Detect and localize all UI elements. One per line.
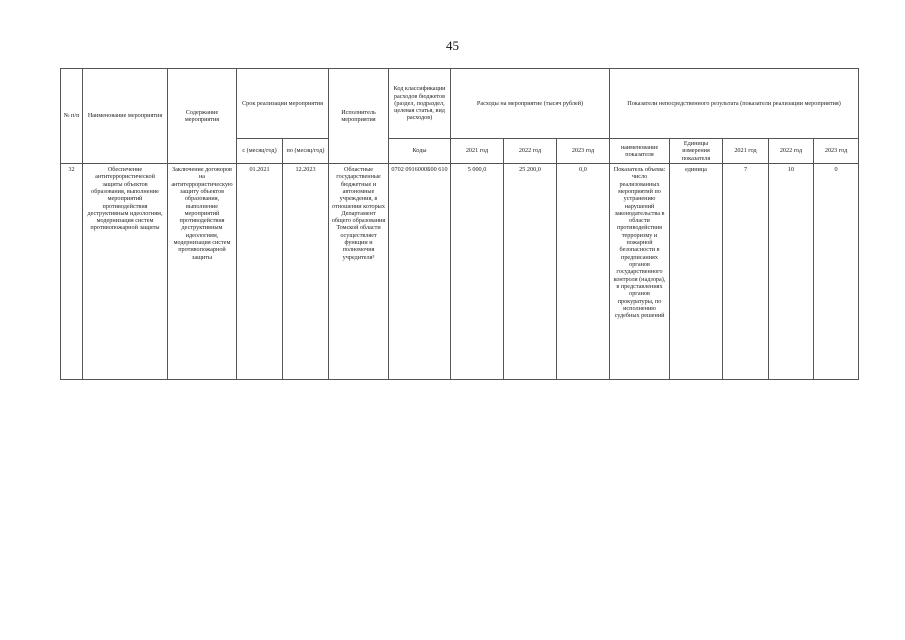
cell-exp-2021: 5 000,0 [451,163,504,379]
cell-exp-2022: 25 200,0 [504,163,557,379]
cell-ind-2022: 10 [769,163,814,379]
cell-executor: Областные государственные бюджетные и автономные учреждения, в отношении которых Департамент общего образования Томской области осуществляет функции и полномочия учредителя³ [329,163,389,379]
cell-ind-name: Показатель объема: число реализованных мероприятий по устранению нарушений законодательства в области противодействия терроризму и пожарной безопасности в предписаниях органов государственного контроля (надзора), в представлениях органов прокуратуры, по исполнению судебных решений [610,163,670,379]
header-ind-2022: 2022 год [769,139,814,164]
cell-ind-2021: 7 [723,163,769,379]
header-exp-2021: 2021 год [451,139,504,164]
header-codes: Коды [389,139,451,164]
cell-num: 32 [61,163,83,379]
header-ind-name: наименование показателя [610,139,670,164]
cell-exp-2023: 0,0 [557,163,610,379]
header-indicators: Показатели непосредственного результата (показатели реализации мероприятия) [610,69,859,139]
header-exp-2022: 2022 год [504,139,557,164]
cell-codes: 0702 0916000Б00 610 [389,163,451,379]
cell-ind-2023: 0 [814,163,859,379]
header-name: Наименование мероприятия [83,69,168,164]
page-number: 45 [446,38,459,53]
table-row [61,163,859,379]
header-period-from: с (месяц/год) [237,139,283,164]
cell-content: Заключение договоров на антитеррористическую защиту объектов образования, выполнение мероприятий противодействия деструктивным идеологиям, модернизация систем противопожарной защиты [168,163,237,379]
cell-period-from: 01.2021 [237,163,283,379]
header-content: Содержание мероприятия [168,69,237,164]
header-executor: Исполнитель мероприятия [329,69,389,164]
header-exp-2023: 2023 год [557,139,610,164]
header-ind-2021: 2021 год [723,139,769,164]
header-expenses: Расходы на мероприятие (тысяч рублей) [451,69,610,139]
header-budget-code: Код классификации расходов бюджетов (раздел, подраздел, целевая статья, вид расходов) [389,69,451,139]
cell-period-to: 12.2023 [283,163,329,379]
cell-name: Обеспечение антитеррористической защиты объектов образования, выполнение мероприятий противодействия деструктивным идеологиям, модернизация систем противопожарной защиты [83,163,168,379]
header-num: № п/п [61,69,83,164]
header-period: Срок реализации мероприятия [237,69,329,139]
table-header-row-1 [61,69,859,139]
header-ind-2023: 2023 год [814,139,859,164]
activity-plan-table [60,68,859,380]
header-period-to: по (месяц/год) [283,139,329,164]
cell-ind-unit: единица [670,163,723,379]
header-ind-unit: Единицы измерения показателя [670,139,723,164]
